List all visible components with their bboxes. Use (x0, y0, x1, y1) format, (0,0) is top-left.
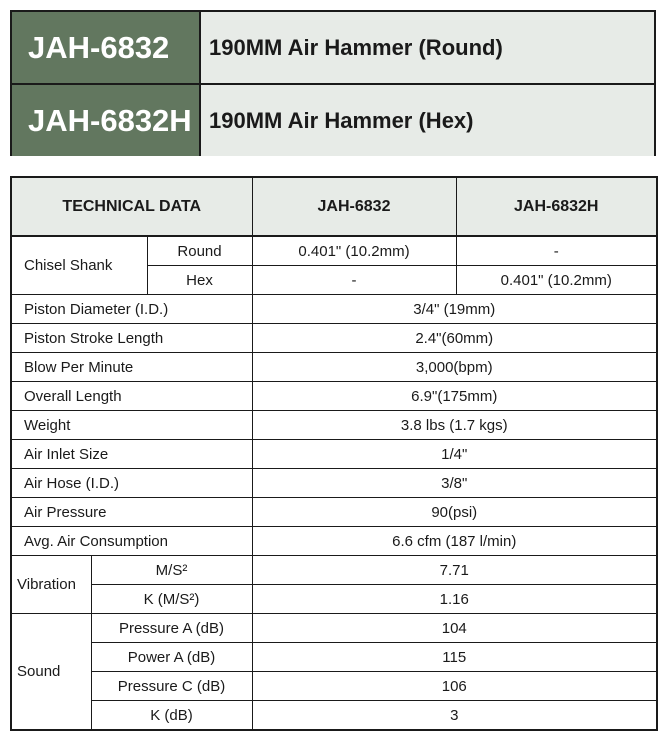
column-header-jah-6832h: JAH-6832H (456, 177, 657, 236)
row-value: 6.6 cfm (187 l/min) (252, 527, 657, 556)
table-row (11, 440, 657, 469)
table-row (11, 353, 657, 382)
technical-data-heading: TECHNICAL DATA (11, 177, 252, 236)
model-row-hex (12, 83, 654, 156)
row-label: Air Inlet Size (11, 440, 252, 469)
row-label: Air Hose (I.D.) (11, 469, 252, 498)
sound-sub-label: Power A (dB) (91, 643, 252, 672)
row-label: Weight (11, 411, 252, 440)
table-row (11, 236, 657, 266)
sound-sub-label: Pressure A (dB) (91, 614, 252, 643)
vibration-sub-label: K (M/S²) (91, 585, 252, 614)
column-header-jah-6832: JAH-6832 (252, 177, 456, 236)
table-row (11, 382, 657, 411)
row-label: Overall Length (11, 382, 252, 411)
row-value: 1/4" (252, 440, 657, 469)
table-row (11, 643, 657, 672)
sound-value: 115 (252, 643, 657, 672)
vibration-value: 1.16 (252, 585, 657, 614)
row-value: 6.9"(175mm) (252, 382, 657, 411)
model-row-round (12, 12, 654, 83)
row-label: Blow Per Minute (11, 353, 252, 382)
shank-hex-jah-6832: - (252, 266, 456, 295)
sound-sub-label: K (dB) (91, 701, 252, 731)
shank-round-label: Round (147, 236, 252, 266)
technical-data-table (10, 176, 658, 731)
sound-label: Sound (11, 614, 91, 731)
table-row (11, 556, 657, 585)
vibration-value: 7.71 (252, 556, 657, 585)
sound-value: 104 (252, 614, 657, 643)
row-label: Piston Diameter (I.D.) (11, 295, 252, 324)
table-row (11, 672, 657, 701)
row-label: Piston Stroke Length (11, 324, 252, 353)
model-description: 190MM Air Hammer (Round) (201, 12, 654, 83)
sound-value: 3 (252, 701, 657, 731)
table-row (11, 498, 657, 527)
sound-sub-label: Pressure C (dB) (91, 672, 252, 701)
chisel-shank-label: Chisel Shank (11, 236, 147, 295)
row-value: 3/8" (252, 469, 657, 498)
table-header-row (11, 177, 657, 236)
vibration-sub-label: M/S² (91, 556, 252, 585)
vibration-label: Vibration (11, 556, 91, 614)
table-row (11, 469, 657, 498)
shank-round-jah-6832: 0.401" (10.2mm) (252, 236, 456, 266)
table-row (11, 701, 657, 731)
model-code: JAH-6832H (12, 85, 201, 156)
model-description: 190MM Air Hammer (Hex) (201, 85, 654, 156)
row-value: 3.8 lbs (1.7 kgs) (252, 411, 657, 440)
table-row (11, 527, 657, 556)
row-value: 3,000(bpm) (252, 353, 657, 382)
sound-value: 106 (252, 672, 657, 701)
table-row (11, 614, 657, 643)
row-value: 2.4"(60mm) (252, 324, 657, 353)
table-row (11, 411, 657, 440)
table-row (11, 585, 657, 614)
row-label: Avg. Air Consumption (11, 527, 252, 556)
row-label: Air Pressure (11, 498, 252, 527)
model-code: JAH-6832 (12, 12, 201, 83)
table-row (11, 324, 657, 353)
row-value: 90(psi) (252, 498, 657, 527)
shank-round-jah-6832h: - (456, 236, 657, 266)
table-row (11, 295, 657, 324)
shank-hex-label: Hex (147, 266, 252, 295)
model-header (10, 10, 656, 156)
row-value: 3/4" (19mm) (252, 295, 657, 324)
shank-hex-jah-6832h: 0.401" (10.2mm) (456, 266, 657, 295)
